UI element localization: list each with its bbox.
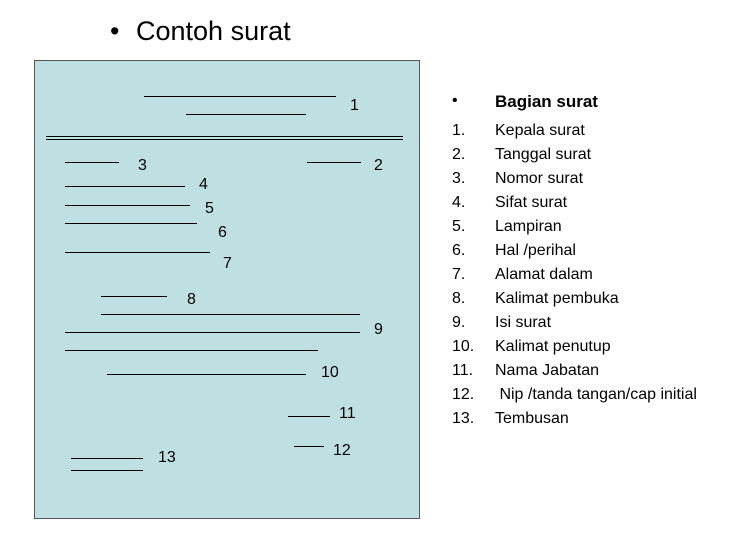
legend-bullet: • [452, 92, 458, 109]
isi-line-1 [101, 314, 360, 315]
penutup-line [107, 374, 306, 375]
legend-heading-text: Bagian surat [495, 92, 598, 111]
label-1: 1 [350, 97, 359, 114]
label-9: 9 [374, 321, 383, 338]
legend-item-number: 5. [452, 218, 466, 235]
legend-item-number: 13. [452, 410, 475, 427]
pembuka-line [101, 296, 167, 297]
legend-item-number: 7. [452, 266, 466, 283]
legend-item-number: 9. [452, 314, 466, 331]
legend-item-number: 3. [452, 170, 466, 187]
legend-item-label: Nip /tanda tangan/cap initial [495, 386, 697, 403]
label-7: 7 [223, 255, 232, 272]
nip-line [294, 446, 324, 447]
legend-item-number: 12. [452, 386, 475, 403]
tembusan-line-1 [71, 458, 143, 459]
label-10: 10 [321, 364, 339, 381]
legend-item-label: Kalimat pembuka [495, 290, 619, 307]
legend-item-label: Alamat dalam [495, 266, 593, 283]
label-6: 6 [218, 224, 227, 241]
legend-item-label: Tanggal surat [495, 146, 592, 163]
separator-line-2 [46, 139, 403, 140]
hal-line [65, 223, 197, 224]
title-text: Contoh surat [136, 16, 291, 46]
isi-line-2 [65, 332, 360, 333]
label-8: 8 [187, 291, 196, 308]
legend-item-label: Kepala surat [495, 122, 585, 139]
kop-line-2 [186, 114, 306, 115]
title-bullet: • [110, 16, 120, 46]
sifat-line [65, 186, 185, 187]
label-11: 11 [339, 405, 356, 422]
legend-item-number: 8. [452, 290, 466, 307]
jabatan-line [288, 416, 330, 417]
legend-item-number: 1. [452, 122, 466, 139]
legend-item-label: Nama Jabatan [495, 362, 600, 379]
label-13: 13 [158, 449, 176, 466]
tanggal-line [307, 162, 361, 163]
legend-item-number: 10. [452, 338, 475, 355]
legend-item-label: Lampiran [495, 218, 562, 235]
legend-item-label: Hal /perihal [495, 242, 576, 259]
legend-item-label: Nomor surat [495, 170, 584, 187]
alamat-line [65, 252, 210, 253]
legend-item-number: 11. [452, 362, 474, 379]
tembusan-line-2 [71, 470, 143, 471]
legend-item-label: Isi surat [495, 314, 552, 331]
label-2: 2 [374, 157, 383, 174]
isi-line-3 [65, 350, 318, 351]
legend-item-number: 4. [452, 194, 466, 211]
nomor-line [65, 162, 119, 163]
legend-item-label: Sifat surat [495, 194, 568, 211]
legend-item-label: Kalimat penutup [495, 338, 611, 355]
legend-item-label: Tembusan [495, 410, 569, 427]
kop-line-1 [144, 96, 336, 97]
legend-item-number: 2. [452, 146, 466, 163]
lampiran-line [65, 205, 190, 206]
label-3: 3 [138, 157, 147, 174]
slide-title [110, 16, 291, 47]
separator-line-1 [46, 136, 403, 137]
label-4: 4 [199, 176, 208, 193]
label-5: 5 [205, 200, 214, 217]
label-12: 12 [333, 442, 351, 459]
legend-item-number: 6. [452, 242, 466, 259]
letter-diagram [34, 60, 420, 519]
